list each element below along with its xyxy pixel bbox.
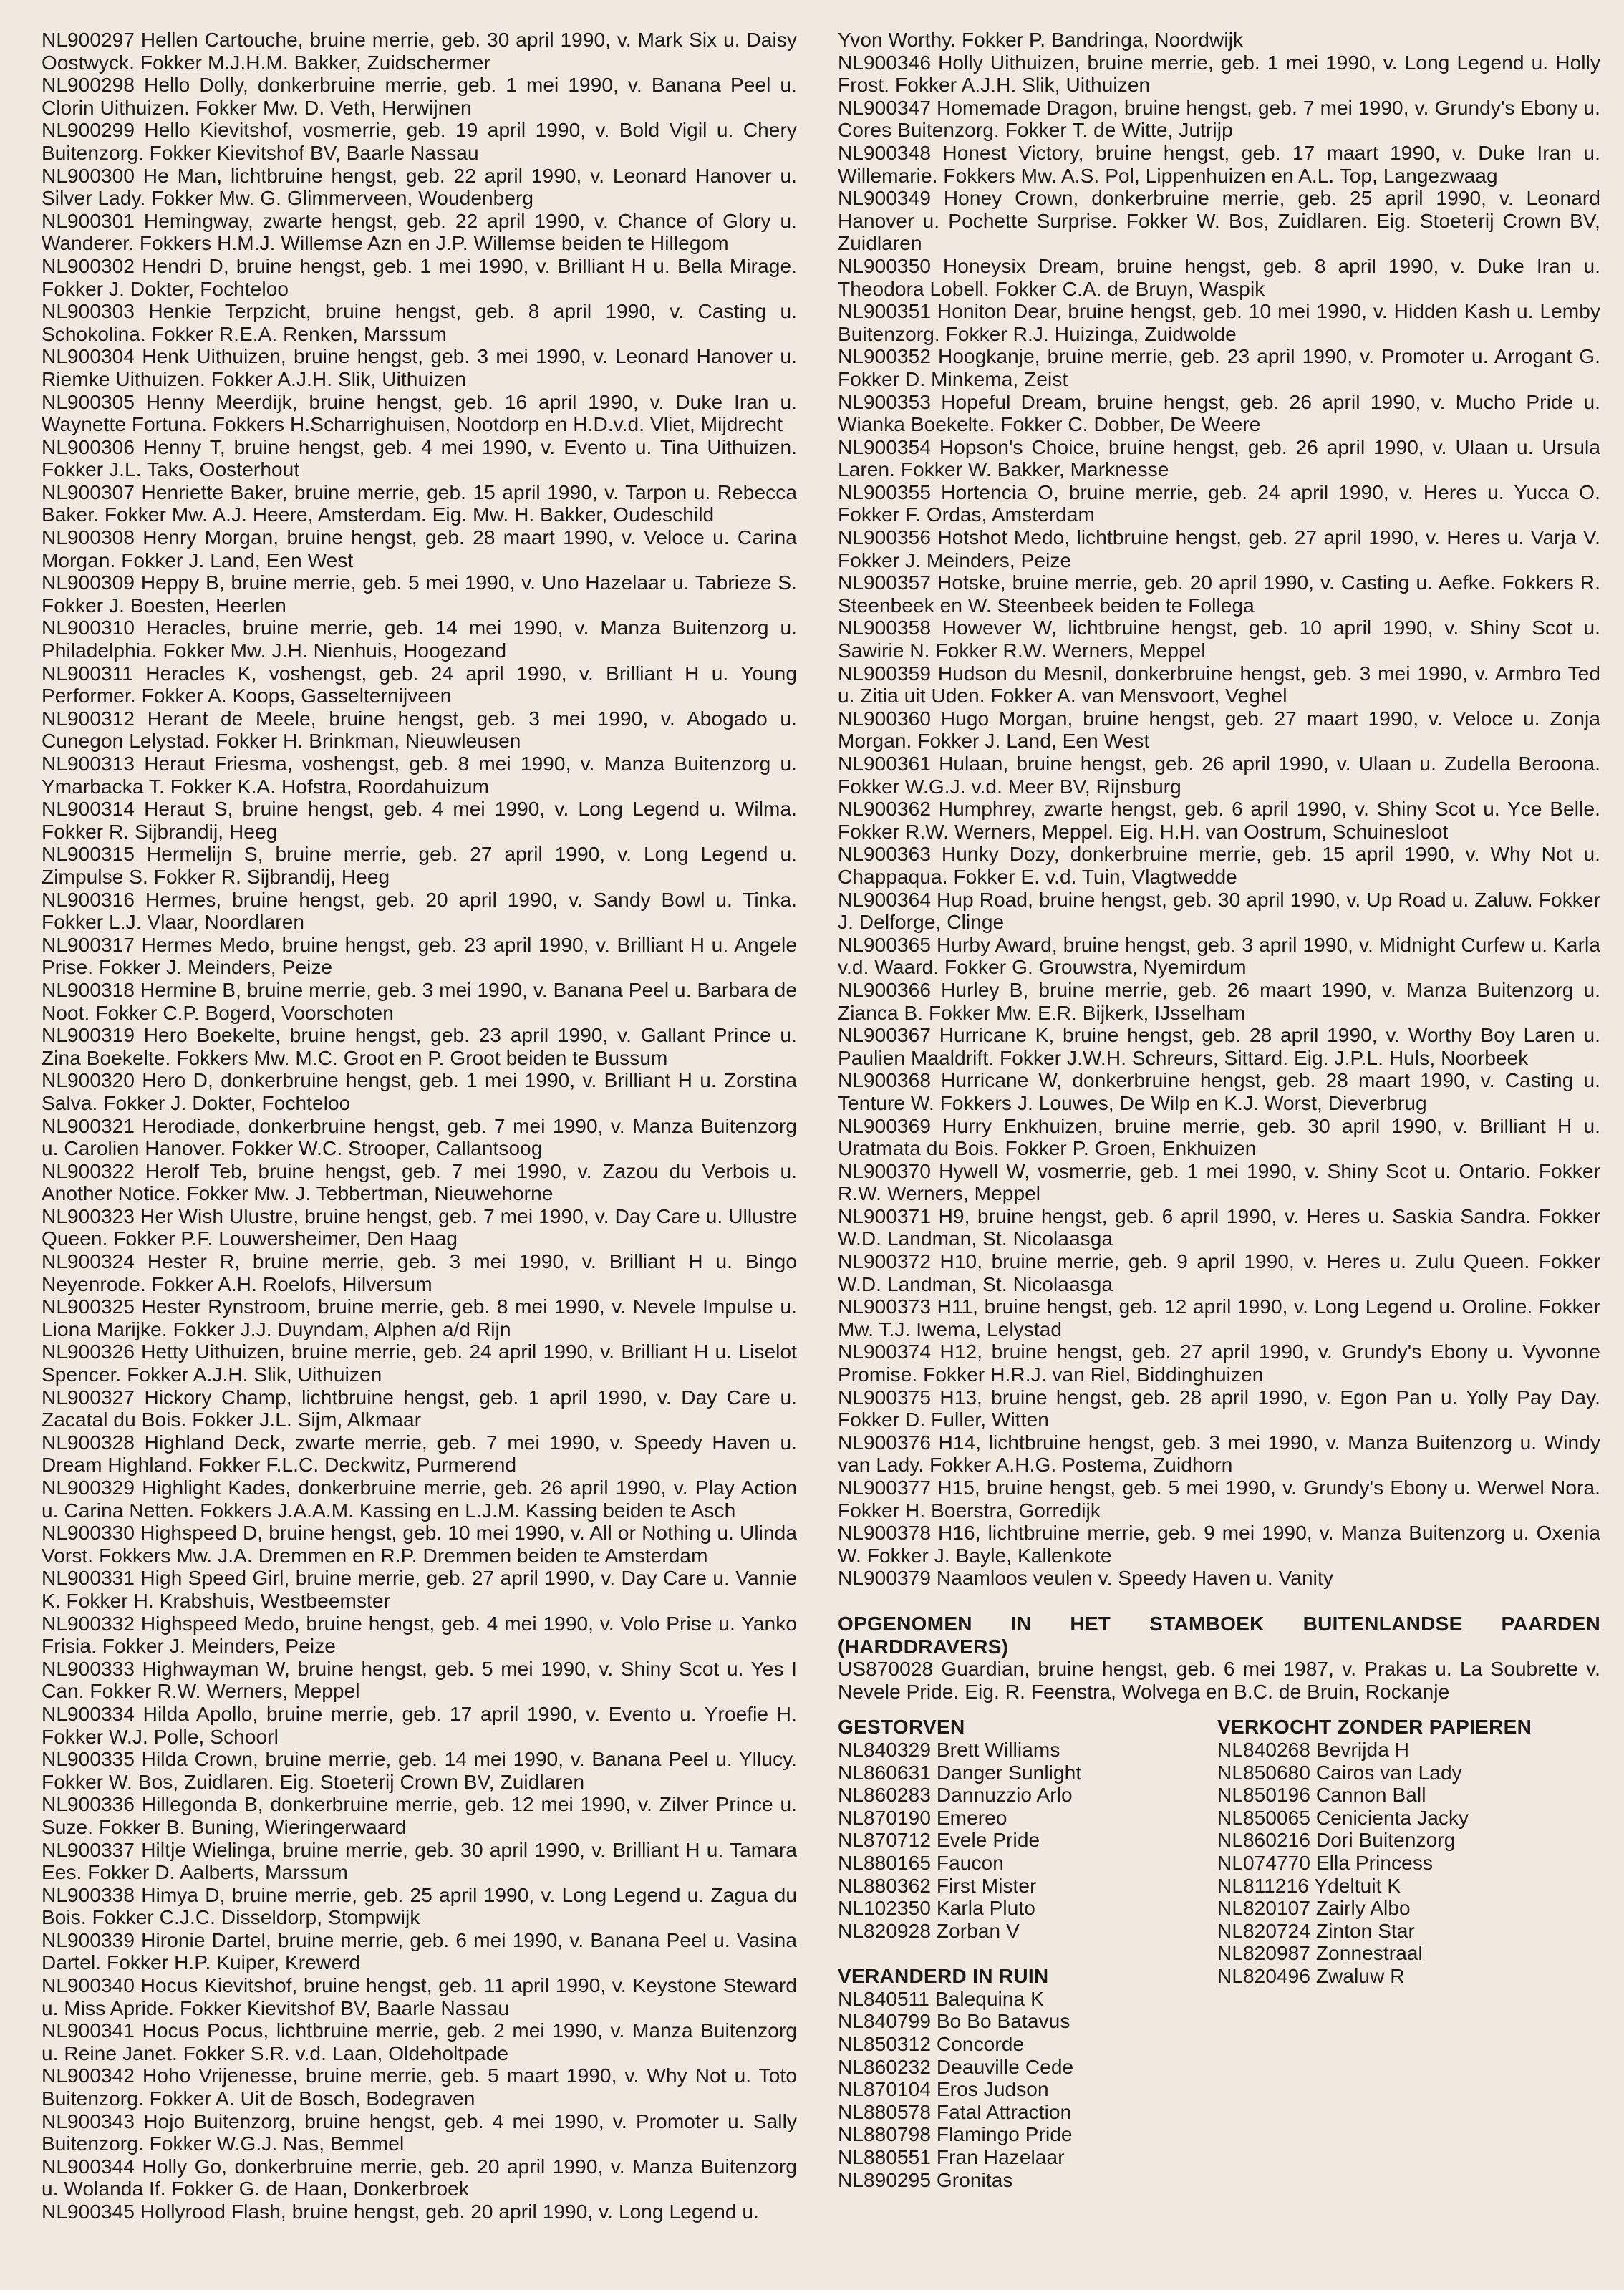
registry-entry: NL900330 Highspeed D, bruine hengst, geb. 10 mei 1990, v. All or Nothing u. Ulinda Vorst. Fokkers Mw. J.A. Dremmen en R.P. Dremmen beiden te Amsterdam bbox=[42, 1522, 797, 1567]
deceased-item: NL860631 Danger Sunlight bbox=[838, 1761, 1082, 1784]
registry-entry: NL900312 Herant de Meele, bruine hengst, geb. 3 mei 1990, v. Abogado u. Cunegon Lelystad. Fokker H. Brinkman, Nieuwleusen bbox=[42, 707, 797, 753]
registry-entry: NL900343 Hojo Buitenzorg, bruine hengst, geb. 4 mei 1990, v. Promoter u. Sally Buitenzorg. Fokker W.G.J. Nas, Bemmel bbox=[42, 2110, 797, 2155]
gelded-item: NL840511 Balequina K bbox=[838, 1987, 1044, 2010]
registry-entry: NL900336 Hillegonda B, donkerbruine merrie, geb. 12 mei 1990, v. Zilver Prince u. Suze. Fokker B. Buning, Wieringerwaard bbox=[42, 1793, 797, 1838]
registry-entry: NL900301 Hemingway, zwarte hengst, geb. 22 april 1990, v. Chance of Glory u. Wanderer. Fokkers H.M.J. Willemse Azn en J.P. Willemse beiden te Hillegom bbox=[42, 209, 797, 255]
registry-entry: NL900370 Hywell W, vosmerrie, geb. 1 mei 1990, v. Shiny Scot u. Ontario. Fokker R.W. Werners, Meppel bbox=[838, 1159, 1600, 1205]
registry-entry: NL900377 H15, bruine hengst, geb. 5 mei 1990, v. Grundy's Ebony u. Werwel Nora. Fokker H. Boerstra, Gorredijk bbox=[838, 1477, 1600, 1522]
registry-entry: NL900304 Henk Uithuizen, bruine hengst, geb. 3 mei 1990, v. Leonard Hanover u. Riemke Uithuizen. Fokker A.J.H. Slik, Uithuizen bbox=[42, 345, 797, 390]
gelded-item: NL860232 Deauville Cede bbox=[838, 2055, 1074, 2078]
registry-entry: NL900313 Heraut Friesma, voshengst, geb. 8 mei 1990, v. Manza Buitenzorg u. Ymarbacka T. Fokker K.A. Hofstra, Roordahuizum bbox=[42, 753, 797, 798]
sold-item: NL850680 Cairos van Lady bbox=[1217, 1761, 1462, 1784]
registry-entry: NL900311 Heracles K, voshengst, geb. 24 april 1990, v. Brilliant H u. Young Performer. Fokker A. Koops, Gasselternijveen bbox=[42, 662, 797, 707]
sold-item: NL820724 Zinton Star bbox=[1217, 1919, 1415, 1942]
registry-entry: NL900342 Hoho Vrijenesse, bruine merrie, geb. 5 maart 1990, v. Why Not u. Toto Buitenzorg. Fokker A. Uit de Bosch, Bodegraven bbox=[42, 2064, 797, 2110]
registry-entry: NL900333 Highwayman W, bruine hengst, geb. 5 mei 1990, v. Shiny Scot u. Yes I Can. Fokker R.W. Werners, Meppel bbox=[42, 1657, 797, 1703]
registry-entry: NL900358 However W, lichtbruine hengst, geb. 10 april 1990, v. Shiny Scot u. Sawirie N. Fokker R.W. Werners, Meppel bbox=[838, 617, 1600, 662]
registry-entry: NL900369 Hurry Enkhuizen, bruine merrie, geb. 30 april 1990, v. Brilliant H u. Uratmata du Bois. Fokker P. Groen, Enkhuizen bbox=[838, 1114, 1600, 1160]
registry-entry: NL900355 Hortencia O, bruine merrie, geb. 24 april 1990, v. Heres u. Yucca O. Fokker F. Ordas, Amsterdam bbox=[838, 480, 1600, 526]
deceased-heading: GESTORVEN bbox=[838, 1716, 965, 1739]
registry-entry: NL900359 Hudson du Mesnil, donkerbruine hengst, geb. 3 mei 1990, v. Armbro Ted u. Zitia uit Uden. Fokker A. van Mensvoort, Veghel bbox=[838, 662, 1600, 707]
registry-entry: Yvon Worthy. Fokker P. Bandringa, Noordwijk bbox=[838, 29, 1244, 51]
registry-entry: NL900309 Heppy B, bruine merrie, geb. 5 mei 1990, v. Uno Hazelaar u. Tabrieze S. Fokker J. Boesten, Heerlen bbox=[42, 571, 797, 617]
registry-entry: NL900365 Hurby Award, bruine hengst, geb. 3 april 1990, v. Midnight Curfew u. Karla v.d. Waard. Fokker G. Grouwstra, Nyemirdum bbox=[838, 933, 1600, 979]
deceased-item: NL870190 Emereo bbox=[838, 1806, 1007, 1829]
registry-entry: NL900302 Hendri D, bruine hengst, geb. 1 mei 1990, v. Brilliant H u. Bella Mirage. Fokker J. Dokter, Fochteloo bbox=[42, 254, 797, 300]
registry-entry: NL900352 Hoogkanje, bruine merrie, geb. 23 april 1990, v. Promoter u. Arrogant G. Fokker D. Minkema, Zeist bbox=[838, 345, 1600, 390]
gelded-heading: VERANDERD IN RUIN bbox=[838, 1965, 1049, 1988]
sold-item: NL850065 Cenicienta Jacky bbox=[1217, 1806, 1469, 1829]
sold-item: NL820107 Zairly Albo bbox=[1217, 1897, 1411, 1920]
registry-entry: NL900325 Hester Rynstroom, bruine merrie, geb. 8 mei 1990, v. Nevele Impulse u. Liona Marijke. Fokker J.J. Duyndam, Alphen a/d Rijn bbox=[42, 1295, 797, 1340]
registry-entry: NL900308 Henry Morgan, bruine hengst, geb. 28 maart 1990, v. Veloce u. Carina Morgan. Fokker J. Land, Een West bbox=[42, 526, 797, 571]
registry-entry: NL900379 Naamloos veulen v. Speedy Haven u. Vanity bbox=[838, 1567, 1333, 1590]
registry-entry: NL900306 Henny T, bruine hengst, geb. 4 mei 1990, v. Evento u. Tina Uithuizen. Fokker J.L. Taks, Oosterhout bbox=[42, 435, 797, 481]
right-column bbox=[838, 29, 1600, 2191]
registry-entry: NL900367 Hurricane K, bruine hengst, geb. 28 april 1990, v. Worthy Boy Laren u. Paulien Maaldrift. Fokker J.W.H. Schreurs, Sittard. Eig. J.P.L. Huls, Noorbeek bbox=[838, 1024, 1600, 1069]
registry-entry: NL900375 H13, bruine hengst, geb. 28 april 1990, v. Egon Pan u. Yolly Pay Day. Fokker D. Fuller, Witten bbox=[838, 1386, 1600, 1431]
registry-entry: NL900371 H9, bruine hengst, geb. 6 april 1990, v. Heres u. Saskia Sandra. Fokker W.D. Landman, St. Nicolaasga bbox=[838, 1204, 1600, 1250]
registry-entry: NL900361 Hulaan, bruine hengst, geb. 26 april 1990, v. Ulaan u. Zudella Beroona. Fokker W.G.J. v.d. Meer BV, Rijnsburg bbox=[838, 753, 1600, 798]
registry-entry: NL900317 Hermes Medo, bruine hengst, geb. 23 april 1990, v. Brilliant H u. Angele Prise. Fokker J. Meinders, Peize bbox=[42, 933, 797, 979]
foreign-horse-entry: US870028 Guardian, bruine hengst, geb. 6 mei 1987, v. Prakas u. La Soubrette v. Nevele Pride. Eig. R. Feenstra, Wolvega en B.C. de Bruin, Rockanje bbox=[838, 1658, 1600, 1703]
registry-entry: NL900372 H10, bruine merrie, geb. 9 april 1990, v. Heres u. Zulu Queen. Fokker W.D. Landman, St. Nicolaasga bbox=[838, 1250, 1600, 1295]
registry-entry: NL900323 Her Wish Ulustre, bruine hengst, geb. 7 mei 1990, v. Day Care u. Ullustre Queen. Fokker P.F. Louwersheimer, Den Haag bbox=[42, 1204, 797, 1250]
deceased-item: NL880362 First Mister bbox=[838, 1874, 1037, 1897]
right-list-column bbox=[1217, 1716, 1597, 2191]
deceased-item: NL102350 Karla Pluto bbox=[838, 1897, 1035, 1920]
registry-entry: NL900319 Hero Boekelte, bruine hengst, geb. 23 april 1990, v. Gallant Prince u. Zina Boekelte. Fokkers Mw. M.C. Groot en P. Groot beiden te Bussum bbox=[42, 1024, 797, 1069]
sold-item: NL820987 Zonnestraal bbox=[1217, 1942, 1423, 1965]
registry-entry: NL900345 Hollyrood Flash, bruine hengst, geb. 20 april 1990, v. Long Legend u. bbox=[42, 2200, 759, 2223]
sold-item: NL811216 Ydeltuit K bbox=[1217, 1874, 1401, 1897]
registry-entry: NL900322 Herolf Teb, bruine hengst, geb. 7 mei 1990, v. Zazou du Verbois u. Another Notice. Fokker Mw. J. Tebbertman, Nieuwehorne bbox=[42, 1159, 797, 1205]
registry-entry: NL900314 Heraut S, bruine hengst, geb. 4 mei 1990, v. Long Legend u. Wilma. Fokker R. Sijbrandij, Heeg bbox=[42, 798, 797, 843]
gelded-item: NL880798 Flamingo Pride bbox=[838, 2123, 1073, 2146]
registry-entry: NL900350 Honeysix Dream, bruine hengst, geb. 8 april 1990, v. Duke Iran u. Theodora Lobell. Fokker C.A. de Bruyn, Waspik bbox=[838, 254, 1600, 300]
gelded-item: NL890295 Gronitas bbox=[838, 2168, 1013, 2191]
registry-entry: NL900373 H11, bruine hengst, geb. 12 april 1990, v. Long Legend u. Oroline. Fokker Mw. T.J. Iwema, Lelystad bbox=[838, 1295, 1600, 1340]
registry-entry: NL900334 Hilda Apollo, bruine merrie, geb. 17 april 1990, v. Evento u. Yroefie H. Fokker W.J. Polle, Schoorl bbox=[42, 1702, 797, 1748]
registry-entry: NL900346 Holly Uithuizen, bruine merrie, geb. 1 mei 1990, v. Long Legend u. Holly Frost. Fokker A.J.H. Slik, Uithuizen bbox=[838, 51, 1600, 97]
spacer bbox=[838, 1590, 1600, 1613]
gelded-item: NL840799 Bo Bo Batavus bbox=[838, 2010, 1070, 2033]
registry-entry: NL900376 H14, lichtbruine hengst, geb. 3 mei 1990, v. Manza Buitenzorg u. Windy van Lady. Fokker A.H.G. Postema, Zuidhorn bbox=[838, 1431, 1600, 1477]
registry-entry: NL900339 Hironie Dartel, bruine merrie, geb. 6 mei 1990, v. Banana Peel u. Vasina Dartel. Fokker H.P. Kuiper, Krewerd bbox=[42, 1928, 797, 1974]
registry-entry: NL900374 H12, bruine hengst, geb. 27 april 1990, v. Grundy's Ebony u. Vyvonne Promise. Fokker H.R.J. van Riel, Biddinghuizen bbox=[838, 1340, 1600, 1386]
left-column bbox=[42, 29, 797, 2223]
gelded-item: NL870104 Eros Judson bbox=[838, 2078, 1049, 2101]
deceased-item: NL820928 Zorban V bbox=[838, 1919, 1020, 1942]
registry-entry: NL900332 Highspeed Medo, bruine hengst, geb. 4 mei 1990, v. Volo Prise u. Yanko Frisia. Fokker J. Meinders, Peize bbox=[42, 1612, 797, 1658]
foreign-horses-heading: OPGENOMEN IN HET STAMBOEK BUITENLANDSE PAARDEN (HARDDRAVERS) bbox=[838, 1612, 1600, 1658]
registry-entry: NL900320 Hero D, donkerbruine hengst, geb. 1 mei 1990, v. Brilliant H u. Zorstina Salva. Fokker J. Dokter, Fochteloo bbox=[42, 1069, 797, 1114]
registry-entry: NL900298 Hello Dolly, donkerbruine merrie, geb. 1 mei 1990, v. Banana Peel u. Clorin Uithuizen. Fokker Mw. D. Veth, Herwijnen bbox=[42, 74, 797, 119]
spacer bbox=[838, 1703, 1600, 1716]
registry-entry: NL900348 Honest Victory, bruine hengst, geb. 17 maart 1990, v. Duke Iran u. Willemarie. Fokkers Mw. A.S. Pol, Lippenhuizen en A.L. Top, Langezwaag bbox=[838, 141, 1600, 187]
registry-entry: NL900316 Hermes, bruine hengst, geb. 20 april 1990, v. Sandy Bowl u. Tinka. Fokker L.J. Vlaar, Noordlaren bbox=[42, 888, 797, 934]
registry-entry: NL900364 Hup Road, bruine hengst, geb. 30 april 1990, v. Up Road u. Zaluw. Fokker J. Delforge, Clinge bbox=[838, 888, 1600, 934]
registry-entry: NL900307 Henriette Baker, bruine merrie, geb. 15 april 1990, v. Tarpon u. Rebecca Baker. Fokker Mw. A.J. Heere, Amsterdam. Eig. Mw. H. Bakker, Oudeschild bbox=[42, 480, 797, 526]
registry-entry: NL900338 Himya D, bruine merrie, geb. 25 april 1990, v. Long Legend u. Zagua du Bois. Fokker C.J.C. Disseldorp, Stompwijk bbox=[42, 1883, 797, 1929]
registry-entry: NL900329 Highlight Kades, donkerbruine merrie, geb. 26 april 1990, v. Play Action u. Carina Netten. Fokkers J.A.A.M. Kassing en L.J.M. Kassing beiden te Asch bbox=[42, 1477, 797, 1522]
registry-entry: NL900340 Hocus Kievitshof, bruine hengst, geb. 11 april 1990, v. Keystone Steward u. Miss Apride. Fokker Kievitshof BV, Baarle Nassau bbox=[42, 1974, 797, 2019]
registry-entry: NL900303 Henkie Terpzicht, bruine hengst, geb. 8 april 1990, v. Casting u. Schokolina. Fokker R.E.A. Renken, Marssum bbox=[42, 300, 797, 345]
registry-entry: NL900310 Heracles, bruine merrie, geb. 14 mei 1990, v. Manza Buitenzorg u. Philadelphia. Fokker Mw. J.H. Nienhuis, Hoogezand bbox=[42, 617, 797, 662]
registry-entry: NL900368 Hurricane W, donkerbruine hengst, geb. 28 maart 1990, v. Casting u. Tenture W. Fokkers J. Louwes, De Wilp en K.J. Worst, Dieverbrug bbox=[838, 1069, 1600, 1114]
registry-entry: NL900315 Hermelijn S, bruine merrie, geb. 27 april 1990, v. Long Legend u. Zimpulse S. Fokker R. Sijbrandij, Heeg bbox=[42, 843, 797, 888]
registry-entry: NL900299 Hello Kievitshof, vosmerrie, geb. 19 april 1990, v. Bold Vigil u. Chery Buitenzorg. Fokker Kievitshof BV, Baarle Nassau bbox=[42, 119, 797, 164]
sold-item: NL850196 Cannon Ball bbox=[1217, 1784, 1426, 1807]
registry-entry: NL900300 He Man, lichtbruine hengst, geb. 22 april 1990, v. Leonard Hanover u. Silver Lady. Fokker Mw. G. Glimmerveen, Woudenberg bbox=[42, 164, 797, 210]
deceased-item: NL840329 Brett Williams bbox=[838, 1738, 1060, 1761]
registry-entry: NL900305 Henny Meerdijk, bruine hengst, geb. 16 april 1990, v. Duke Iran u. Waynette Fortuna. Fokkers H.Scharrighuisen, Nootdorp en H.D.v.d. Vliet, Mijdrecht bbox=[42, 390, 797, 436]
registry-entry: NL900344 Holly Go, donkerbruine merrie, geb. 20 april 1990, v. Manza Buitenzorg u. Wolanda If. Fokker G. de Haan, Donkerbroek bbox=[42, 2155, 797, 2200]
sold-item: NL840268 Bevrijda H bbox=[1217, 1738, 1410, 1761]
registry-entry: NL900349 Honey Crown, donkerbruine merrie, geb. 25 april 1990, v. Leonard Hanover u. Pochette Surprise. Fokker W. Bos, Zuidlaren. Eig. Stoeterij Crown BV, Zuidlaren bbox=[838, 187, 1600, 255]
sold-without-papers-heading: VERKOCHT ZONDER PAPIEREN bbox=[1217, 1716, 1532, 1739]
registry-entry: NL900321 Herodiade, donkerbruine hengst, geb. 7 mei 1990, v. Manza Buitenzorg u. Carolien Hanover. Fokker W.C. Strooper, Callantsoog bbox=[42, 1114, 797, 1160]
registry-entry: NL900354 Hopson's Choice, bruine hengst, geb. 26 april 1990, v. Ulaan u. Ursula Laren. Fokker W. Bakker, Marknesse bbox=[838, 435, 1600, 481]
registry-entry: NL900366 Hurley B, bruine merrie, geb. 26 maart 1990, v. Manza Buitenzorg u. Zianca B. Fokker Mw. E.R. Bijkerk, IJsselham bbox=[838, 978, 1600, 1024]
deceased-item: NL860283 Dannuzzio Arlo bbox=[838, 1784, 1073, 1807]
registry-entry: NL900356 Hotshot Medo, lichtbruine hengst, geb. 27 april 1990, v. Heres u. Varja V. Fokker J. Meinders, Peize bbox=[838, 526, 1600, 571]
registry-entry: NL900297 Hellen Cartouche, bruine merrie, geb. 30 april 1990, v. Mark Six u. Daisy Oostwyck. Fokker M.J.H.M. Bakker, Zuidschermer bbox=[42, 29, 797, 74]
registry-entry: NL900324 Hester R, bruine merrie, geb. 3 mei 1990, v. Brilliant H u. Bingo Neyenrode. Fokker A.H. Roelofs, Hilversum bbox=[42, 1250, 797, 1295]
registry-entry: NL900318 Hermine B, bruine merrie, geb. 3 mei 1990, v. Banana Peel u. Barbara de Noot. Fokker C.P. Bogerd, Voorschoten bbox=[42, 978, 797, 1024]
registry-entry: NL900335 Hilda Crown, bruine merrie, geb. 14 mei 1990, v. Banana Peel u. Yllucy. Fokker W. Bos, Zuidlaren. Eig. Stoeterij Crown BV, Zuidlaren bbox=[42, 1748, 797, 1793]
gelded-item: NL880578 Fatal Attraction bbox=[838, 2100, 1072, 2123]
registry-entry: NL900337 Hiltje Wielinga, bruine merrie, geb. 30 april 1990, v. Brilliant H u. Tamara Ees. Fokker D. Aalberts, Marssum bbox=[42, 1838, 797, 1884]
registry-entry: NL900328 Highland Deck, zwarte merrie, geb. 7 mei 1990, v. Speedy Haven u. Dream Highland. Fokker F.L.C. Deckwitz, Purmerend bbox=[42, 1431, 797, 1477]
registry-entry: NL900331 High Speed Girl, bruine merrie, geb. 27 april 1990, v. Day Care u. Vannie K. Fokker H. Krabshuis, Westbeemster bbox=[42, 1567, 797, 1612]
gelded-item: NL880551 Fran Hazelaar bbox=[838, 2146, 1065, 2169]
registry-entry: NL900360 Hugo Morgan, bruine hengst, geb. 27 maart 1990, v. Veloce u. Zonja Morgan. Fokker J. Land, Een West bbox=[838, 707, 1600, 753]
registry-entry: NL900353 Hopeful Dream, bruine hengst, geb. 26 april 1990, v. Mucho Pride u. Wianka Boekelte. Fokker C. Dobber, De Weere bbox=[838, 390, 1600, 436]
registry-entry: NL900347 Homemade Dragon, bruine hengst, geb. 7 mei 1990, v. Grundy's Ebony u. Cores Buitenzorg. Fokker T. de Witte, Jutrijp bbox=[838, 96, 1600, 142]
registry-entry: NL900363 Hunky Dozy, donkerbruine merrie, geb. 15 april 1990, v. Why Not u. Chappaqua. Fokker E. v.d. Tuin, Vlagtwedde bbox=[838, 843, 1600, 888]
spacer bbox=[838, 1942, 1217, 1965]
left-list-column bbox=[838, 1716, 1217, 2191]
registry-entry: NL900327 Hickory Champ, lichtbruine hengst, geb. 1 april 1990, v. Day Care u. Zacatal du Bois. Fokker J.L. Sijm, Alkmaar bbox=[42, 1386, 797, 1431]
status-lists bbox=[838, 1716, 1600, 2191]
registry-entry: NL900362 Humphrey, zwarte hengst, geb. 6 april 1990, v. Shiny Scot u. Yce Belle. Fokker R.W. Werners, Meppel. Eig. H.H. van Oostrum, Schuinesloot bbox=[838, 798, 1600, 843]
sold-item: NL860216 Dori Buitenzorg bbox=[1217, 1829, 1456, 1852]
registry-entry: NL900351 Honiton Dear, bruine hengst, geb. 10 mei 1990, v. Hidden Kash u. Lemby Buitenzorg. Fokker R.J. Huizinga, Zuidwolde bbox=[838, 300, 1600, 345]
registry-entry: NL900341 Hocus Pocus, lichtbruine merrie, geb. 2 mei 1990, v. Manza Buitenzorg u. Reine Janet. Fokker S.R. v.d. Laan, Oldeholtpade bbox=[42, 2019, 797, 2064]
registry-entry: NL900357 Hotske, bruine merrie, geb. 20 april 1990, v. Casting u. Aefke. Fokkers R. Steenbeek en W. Steenbeek beiden te Follega bbox=[838, 571, 1600, 617]
deceased-item: NL870712 Evele Pride bbox=[838, 1829, 1040, 1852]
gelded-item: NL850312 Concorde bbox=[838, 2033, 1025, 2056]
sold-item: NL074770 Ella Princess bbox=[1217, 1851, 1434, 1874]
deceased-item: NL880165 Faucon bbox=[838, 1851, 1004, 1874]
registry-entry: NL900378 H16, lichtbruine merrie, geb. 9 mei 1990, v. Manza Buitenzorg u. Oxenia W. Fokker J. Bayle, Kallenkote bbox=[838, 1522, 1600, 1567]
sold-item: NL820496 Zwaluw R bbox=[1217, 1964, 1405, 1987]
registry-entry: NL900326 Hetty Uithuizen, bruine merrie, geb. 24 april 1990, v. Brilliant H u. Liselot Spencer. Fokker A.J.H. Slik, Uithuizen bbox=[42, 1340, 797, 1386]
